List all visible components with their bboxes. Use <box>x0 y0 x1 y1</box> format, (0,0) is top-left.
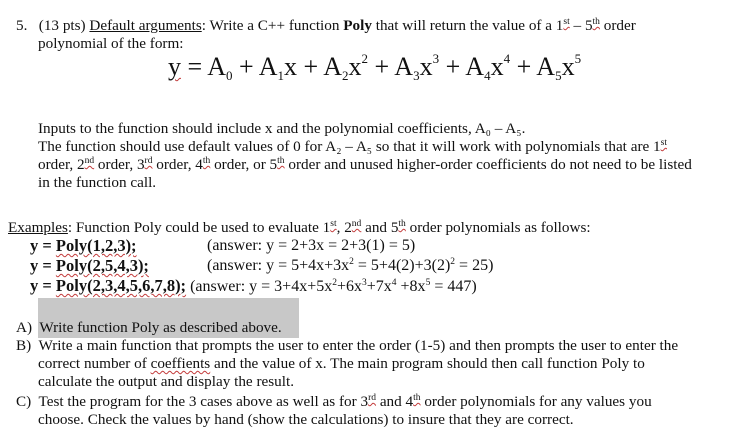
formula-exp: 5 <box>574 51 582 66</box>
formula-exp: 2 <box>361 51 369 66</box>
answer-text: = 5+4(2)+3(2) <box>353 257 451 274</box>
inputs-text: order and unused higher-order coefficients do not need to be listed <box>284 156 692 173</box>
formula-sub: 3 <box>413 68 420 83</box>
formula-term: + A <box>439 52 485 81</box>
task-text: and 4 <box>376 393 414 410</box>
task-text: Write function Poly as described above. <box>39 319 282 336</box>
examples-text: and 5 <box>361 219 399 236</box>
ordinal: st <box>330 219 337 229</box>
ordinal: nd <box>351 219 362 229</box>
formula-sub: 2 <box>342 68 349 83</box>
task-label: A) <box>16 319 33 336</box>
inputs-text: order, 2 <box>38 156 85 173</box>
misspelled-word: coeffients <box>150 355 211 372</box>
task-text: correct number of <box>38 355 151 372</box>
task-text: Write a main function that prompts the user to enter the order (1-5) and then prompts the user to enter the <box>38 337 679 354</box>
problem-line-2: polynomial of the form: <box>38 35 184 52</box>
problem-intro-b: that will return the value of a 1 <box>371 17 564 34</box>
answer-exp: 3 <box>362 278 367 288</box>
inputs-line-4: in the function call. <box>38 174 157 191</box>
ordinal: st <box>660 138 667 148</box>
inputs-text: The function should use default values of 0 for A₂ – A₅ so that it will work with polynomials that are 1 <box>38 138 661 155</box>
example-2-answer <box>207 257 493 274</box>
answer-exp: 2 <box>450 257 456 267</box>
answer-exp: 5 <box>425 278 431 288</box>
answer-text: = 447) <box>430 278 477 295</box>
formula-sub: 5 <box>555 68 562 83</box>
formula-exp: 3 <box>432 51 440 66</box>
ordinal: th <box>202 156 211 166</box>
ordinal: th <box>277 156 285 166</box>
problem-intro-a: : Write a C++ function <box>201 17 344 34</box>
answer-text: (answer: y = 5+4x+3x <box>207 257 350 274</box>
ordinal-st: st <box>563 17 570 27</box>
polynomial-formula <box>168 52 581 82</box>
formula-term: = A <box>181 52 227 81</box>
formula-term: x <box>561 52 575 81</box>
inputs-line-2 <box>38 138 667 155</box>
formula-term: + A <box>232 52 278 81</box>
inputs-text: order, 3 <box>94 156 145 173</box>
inputs-line-1: Inputs to the function should include x and the polynomial coefficients, A₀ – A₅. <box>38 120 526 137</box>
task-c-line-2: choose. Check the values by hand (show the calculations) to insure that they are correct. <box>38 411 574 428</box>
problem-title: Default arguments <box>89 17 202 34</box>
answer-text: +6x <box>336 278 362 295</box>
examples-text: , 2 <box>336 219 352 236</box>
task-b-line-1 <box>16 337 678 354</box>
example-call: Poly(1,2,3); <box>55 236 137 255</box>
ordinal: th <box>413 393 421 403</box>
example-prefix: y = <box>30 276 56 295</box>
formula-term: x <box>348 52 362 81</box>
formula-exp: 4 <box>503 51 511 66</box>
problem-points: (13 pts) <box>38 17 86 34</box>
formula-term: + A <box>510 52 556 81</box>
task-a <box>16 319 282 336</box>
formula-sub: 1 <box>277 68 285 83</box>
answer-exp: 2 <box>332 278 337 288</box>
task-label: B) <box>16 337 32 354</box>
inputs-line-3 <box>38 156 692 173</box>
example-call: Poly(2,5,4,3); <box>55 256 149 275</box>
task-text: and the value of x. The main program should then call function Poly to <box>210 355 645 372</box>
examples-intro <box>8 219 591 236</box>
inputs-text: order, 4 <box>152 156 203 173</box>
problem-number: 5. <box>16 17 28 34</box>
formula-term: x + A <box>284 52 343 81</box>
formula-sub: 4 <box>484 68 491 83</box>
answer-text: +8x <box>396 278 426 295</box>
answer-text: = 25) <box>455 257 494 274</box>
task-b-line-2 <box>38 355 645 372</box>
task-label: C) <box>16 393 32 410</box>
inputs-text: order, or 5 <box>210 156 278 173</box>
examples-text: : Function Poly could be used to evaluate 1 <box>67 219 331 236</box>
example-prefix: y = <box>30 256 56 275</box>
task-text: Test the program for the 3 cases above as well as for 3 <box>38 393 369 410</box>
answer-exp: 4 <box>391 278 397 288</box>
formula-sub: 0 <box>226 68 233 83</box>
example-1-answer: (answer: y = 2+3x = 2+3(1) = 5) <box>207 237 416 254</box>
answer-text: +7x <box>366 278 392 295</box>
example-call: Poly(2,3,4,5,6,7,8); <box>55 276 187 295</box>
ordinal-th: th <box>592 17 600 27</box>
formula-term: x <box>490 52 504 81</box>
formula-y: y <box>168 52 181 81</box>
example-prefix: y = <box>30 236 56 255</box>
examples-label: Examples <box>8 219 68 236</box>
problem-order-word: order <box>599 17 636 34</box>
ordinal: rd <box>368 393 377 403</box>
problem-header-line <box>16 17 636 34</box>
task-b-line-3: calculate the output and display the result. <box>38 373 294 390</box>
problem-dash: – 5 <box>569 17 593 34</box>
function-name: Poly <box>343 17 372 34</box>
task-text: order polynomials for any values you <box>420 393 652 410</box>
task-c-line-1 <box>16 393 652 410</box>
example-3-line <box>30 277 477 295</box>
formula-term: x <box>419 52 433 81</box>
answer-text: (answer: y = 3+4x+5x <box>186 278 333 295</box>
ordinal: nd <box>84 156 95 166</box>
ordinal: rd <box>144 156 153 166</box>
answer-exp: 2 <box>349 257 354 267</box>
example-1-call <box>30 237 137 254</box>
examples-text: order polynomials as follows: <box>405 219 591 236</box>
formula-term: + A <box>368 52 414 81</box>
ordinal: th <box>398 219 406 229</box>
example-2-call <box>30 257 149 274</box>
